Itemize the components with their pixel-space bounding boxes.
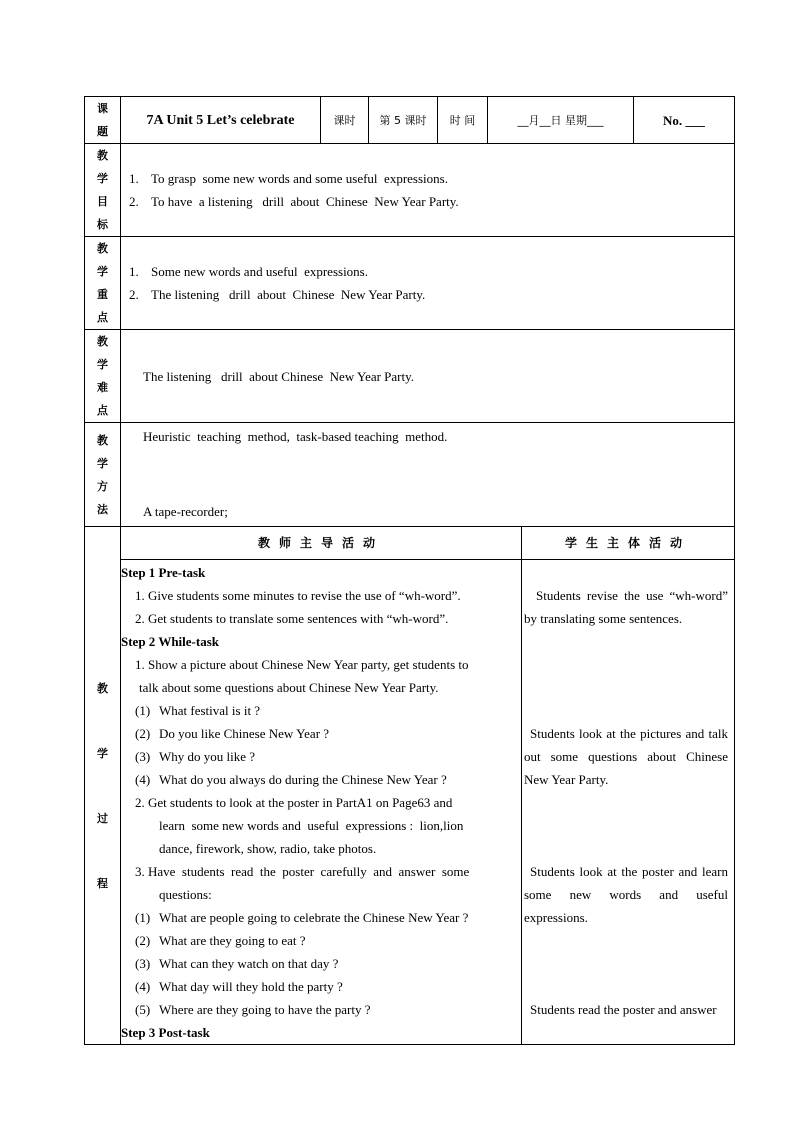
question-item: (4) What day will they hold the party ? [135, 979, 343, 994]
step3-title: Step 3 Post-task [121, 1025, 210, 1040]
methods-label: 教 学 方 法 [85, 423, 121, 527]
student-activity-4: Students read the poster and answer [530, 1002, 717, 1017]
student-activity-3: Students look at the poster and learn some new words and useful expressions. [524, 864, 728, 925]
date-field: __月__日 星期___ [488, 97, 634, 144]
number-field: No. ___ [634, 97, 735, 144]
process-header-row [85, 527, 735, 560]
step1-item: 2. Get students to translate some sentences with “wh-word”. [135, 611, 449, 626]
question-item: (2) What are they going to eat ? [135, 933, 306, 948]
time-label: 时 间 [438, 97, 488, 144]
key-point-item: 2. The listening drill about Chinese New Year Party. [129, 287, 426, 302]
question-item: (1) What festival is it ? [135, 703, 261, 718]
task1-line: talk about some questions about Chinese New Year Party. [139, 680, 439, 695]
step2-title: Step 2 While-task [121, 634, 219, 649]
header-row [85, 97, 735, 144]
equipment-text: A tape-recorder; [143, 504, 228, 519]
process-label: 教 学 过 程 [85, 527, 121, 1045]
lesson-title: 7A Unit 5 Let’s celebrate [121, 97, 321, 144]
question-item: (4) What do you always do during the Chinese New Year ? [135, 772, 447, 787]
step1-item: 1. Give students some minutes to revise the use of “wh-word”. [135, 588, 461, 603]
key-points-row [85, 237, 735, 330]
objectives-label: 教 学 目 标 [85, 144, 121, 237]
question-item: (1) What are people going to celebrate the Chinese New Year ? [135, 910, 469, 925]
task3-line: questions: [159, 887, 212, 902]
methods-row [85, 423, 735, 527]
course-label: 课 题 [85, 97, 121, 144]
key-points-label: 教 学 重 点 [85, 237, 121, 330]
methods-text: Heuristic teaching method, task-based teaching method. [143, 429, 448, 444]
student-activity-header: 学生主体活动 [522, 527, 735, 560]
question-item: (5) Where are they going to have the party ? [135, 1002, 371, 1017]
objective-item: 1. To grasp some new words and some useful expressions. [129, 171, 448, 186]
task1-line: 1. Show a picture about Chinese New Year party, get students to [135, 657, 469, 672]
task3-line: 3. Have students read the poster carefully and answer some [135, 864, 470, 879]
difficulties-label: 教 学 难 点 [85, 330, 121, 423]
step1-title: Step 1 Pre-task [121, 565, 206, 580]
key-point-item: 1. Some new words and useful expressions. [129, 264, 368, 279]
period-label: 课时 [321, 97, 369, 144]
student-activity-1: Students revise the use “wh-word” by translating some sentences. [524, 588, 728, 626]
task2-line: dance, firework, show, radio, take photos. [159, 841, 377, 856]
task2-line: learn some new words and useful expressions : lion,lion [159, 818, 464, 833]
objective-item: 2. To have a listening drill about Chinese New Year Party. [129, 194, 459, 209]
lesson-plan-table [84, 96, 735, 1045]
task2-line: 2. Get students to look at the poster in PartA1 on Page63 and [135, 795, 453, 810]
question-item: (3) What can they watch on that day ? [135, 956, 339, 971]
difficulties-text: The listening drill about Chinese New Year Party. [143, 368, 415, 384]
student-activity-2: Students look at the pictures and talk out some questions about Chinese New Year Party. [524, 726, 728, 787]
period-value: 第 5 课时 [369, 97, 438, 144]
teacher-activity-header: 教师主导活动 [121, 527, 522, 560]
question-item: (2) Do you like Chinese New Year ? [135, 726, 330, 741]
process-row [85, 560, 735, 1045]
difficulties-row [85, 330, 735, 423]
objectives-row [85, 144, 735, 237]
question-item: (3) Why do you like ? [135, 749, 256, 764]
